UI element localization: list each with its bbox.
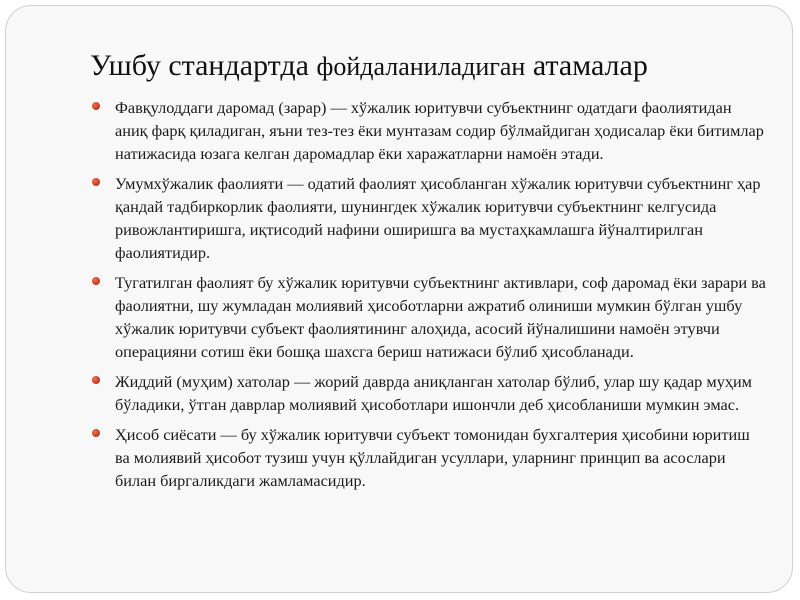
slide-title-part3: атамалар bbox=[525, 49, 648, 82]
slide-title-part2: фойдаланиладиган bbox=[316, 52, 526, 81]
slide-title bbox=[90, 44, 648, 89]
list-item-text: Умумхўжалик фаолияти — одатий фаолият ҳисобланган хўжалик юритувчи субъектнинг ҳар қандай тадбиркорлик фаолияти, шунингдек хўжалик юритувчи субъектнинг келгусида ривожлантиришга, иқтисодий нафини оширишга ва мустаҳкамлашга йўналтирилган фаолиятидир. bbox=[115, 174, 761, 262]
definition-list bbox=[88, 96, 768, 499]
list-item bbox=[88, 96, 768, 165]
slide-frame bbox=[5, 5, 793, 593]
list-item-text: Ҳисоб сиёсати — бу хўжалик юритувчи субъект томонидан бухгалтерия ҳисобини юритиш ва молиявий ҳисобот тузиш учун қўллайдиган усуллари, уларнинг принцип ва асослари билан биргаликдаги жамламасидир. bbox=[115, 425, 750, 490]
list-item-text: Тугатилган фаолият бу хўжалик юритувчи субъектнинг активлари, соф даромад ёки зарари ва фаолиятни, шу жумладан молиявий ҳисоботларни ажратиб олиниши мумкин бўлган ушбу хўжалик юритувчи субъект фаолиятининг алоҳида, асосий йўналишини намоён этувчи операцияни сотиш ёки бошқа шахсга бериш натижаси бўлиб ҳисобланади. bbox=[115, 273, 766, 361]
bullet-icon bbox=[92, 277, 100, 285]
bullet-icon bbox=[92, 376, 100, 384]
list-item-text: Жиддий (муҳим) хатолар — жорий даврда аниқланган хатолар бўлиб, улар шу қадар муҳим бўладики, ўтган даврлар молиявий ҳисоботлари ишончли деб ҳисобланиши мумкин эмас. bbox=[115, 372, 752, 414]
bullet-icon bbox=[92, 429, 100, 437]
slide-title-part1: Ушбу стандартда bbox=[90, 49, 317, 82]
list-item bbox=[88, 370, 768, 416]
list-item bbox=[88, 271, 768, 363]
list-item bbox=[88, 423, 768, 492]
list-item-text: Фавқулоддаги даромад (зарар) — хўжалик юритувчи субъектнинг одатдаги фаолиятидан аниқ фарқ қиладиган, яъни тез-тез ёки мунтазам содир бўлмайдиган ҳодисалар ёки битимлар натижасида юзага келган даромадлар ёки харажатларни намоён этади. bbox=[115, 98, 764, 163]
bullet-icon bbox=[92, 102, 100, 110]
bullet-icon bbox=[92, 178, 100, 186]
list-item bbox=[88, 172, 768, 264]
